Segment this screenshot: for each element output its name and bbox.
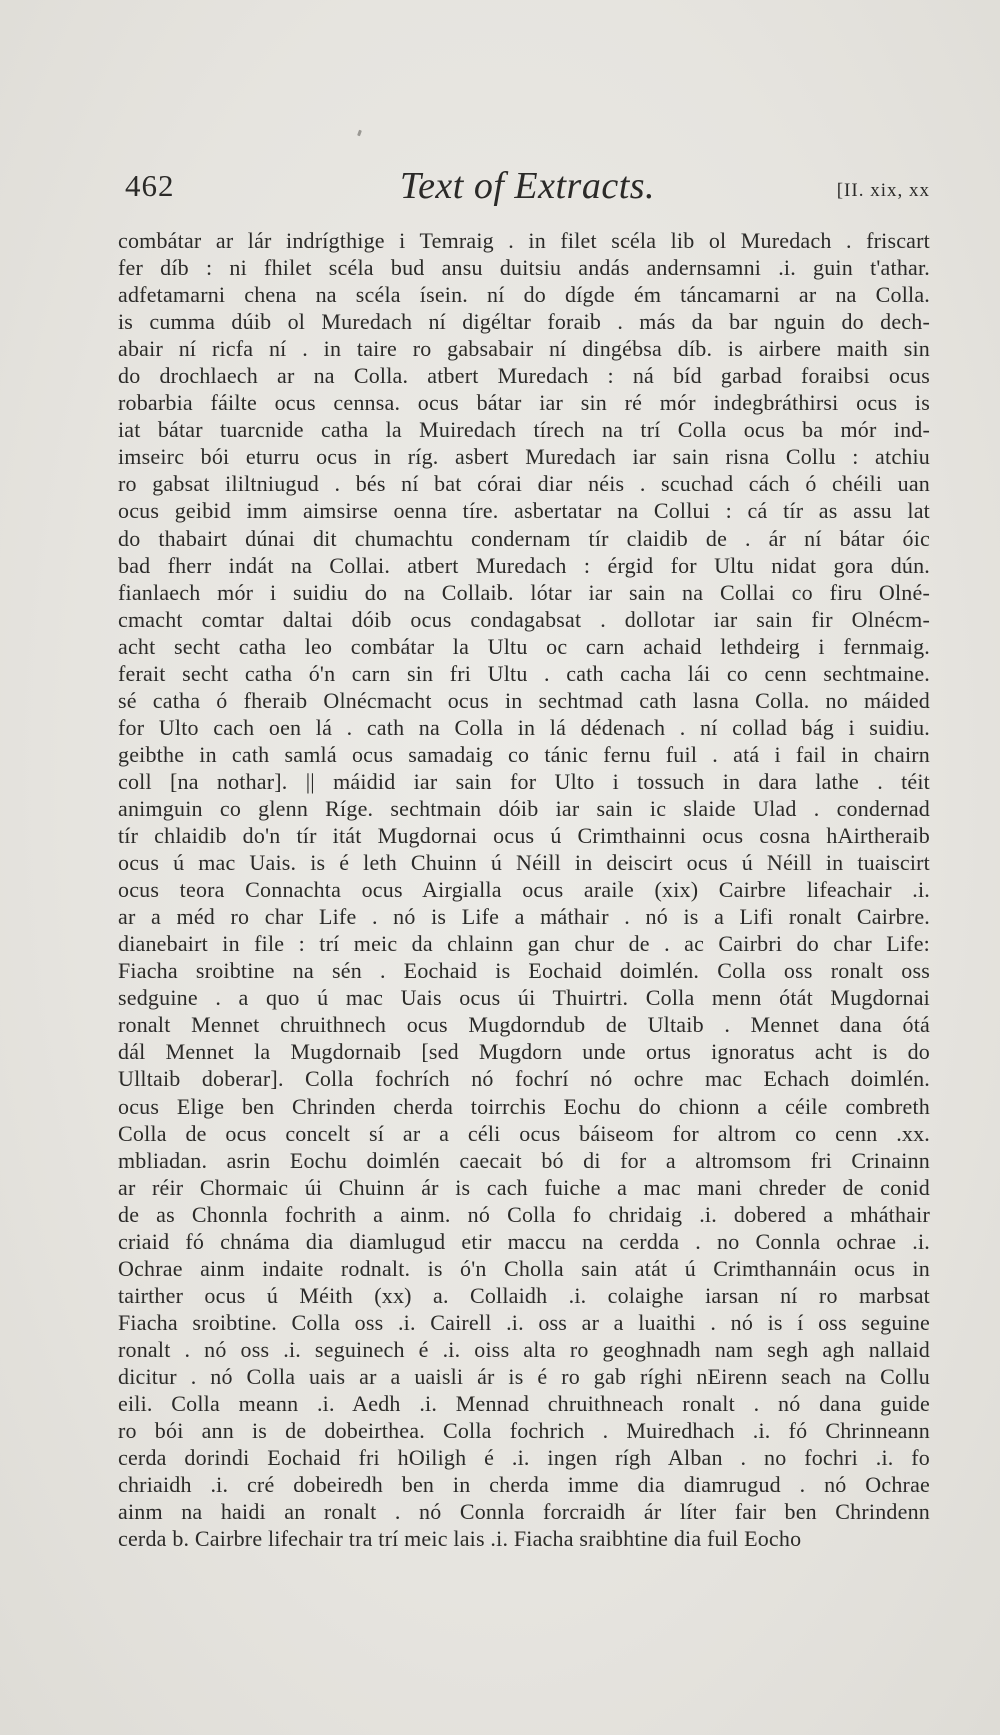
text-line: tairther ocus ú Méith (xx) a. Collaidh .i. colaighe iarsan ní ro marbsat [118, 1282, 930, 1308]
text-line: ro bói ann is de dobeirthea. Colla fochrich . Muiredhach .i. fó Chrinneann [118, 1418, 930, 1444]
text-line: Ochrae ainm indaite rodnalt. is ó'n Cholla sain atát ú Crimthannáin ocus in [118, 1255, 930, 1281]
text-line: Fiacha sroibtine. Colla oss .i. Cairell .i. oss ar a luaithi . nó is í oss seguine [118, 1309, 930, 1335]
ink-speck [357, 130, 362, 137]
text-line: dianebairt in file : trí meic da chlainn gan chur de . ac Cairbri do char Life: [118, 931, 930, 957]
text-line: dál Mennet la Mugdornaib [sed Mugdorn unde ortus ignoratus acht is do [118, 1039, 930, 1065]
text-line: fer díb : ni fhilet scéla bud ansu duitsiu andás andernsamni .i. guin t'athar. [118, 255, 930, 281]
text-line: ocus ú mac Uais. is é leth Chuinn ú Néill in deiscirt ocus ú Néill in tuaiscirt [118, 850, 930, 876]
running-title: Text of Extracts. [399, 165, 656, 207]
text-line: mbliadan. asrin Eochu doimlén caecait bó di for a altromsom fri Crinainn [118, 1147, 930, 1173]
text-line: ar réir Chormaic úi Chuinn ár is cach fuiche a mac mani chreder de conid [118, 1174, 930, 1200]
text-line: robarbia fáilte ocus cennsa. ocus bátar iar sin ré mór indegbráthirsi ocus is [118, 390, 930, 416]
text-line: imseirc bói eturru ocus in ríg. asbert Muredach iar sain risna Collu : atchiu [118, 444, 930, 470]
text-line: combátar ar lár indrígthige i Temraig . in filet scéla lib ol Muredach . friscart [118, 228, 930, 253]
text-line: adfetamarni chena na scéla ísein. ní do dígde ém táncamarni ar na Colla. [118, 282, 930, 308]
text-line: for Ulto cach oen lá . cath na Colla in lá dédenach . ní collad bág i suidiu. [118, 714, 930, 740]
text-line: cerda b. Cairbre lifechair tra trí meic lais .i. Fiacha sraibhtine dia fuil Eocho [118, 1526, 802, 1552]
text-line: acht secht catha leo combátar la Ultu oc carn achaid lethdeirg i fernmaig. [118, 633, 930, 659]
text-line: tír chlaidib do'n tír itát Mugdornai ocus ú Crimthainni ocus cosna hAirtheraib [118, 823, 930, 849]
text-line: do drochlaech ar na Colla. atbert Muredach : ná bíd garbad foraibsi ocus [118, 363, 930, 389]
text-line: ainm na haidi an ronalt . nó Connla forcraidh ár líter fair ben Chrindenn [118, 1499, 930, 1525]
text-line: Fiacha sroibtine na sén . Eochaid is Eochaid doimlén. Colla oss ronalt oss [118, 958, 930, 984]
text-line: sé catha ó fheraib Olnécmacht ocus in sechtmad cath lasna Colla. no máided [118, 687, 930, 713]
text-line: cmacht comtar daltai dóib ocus condagabsat . dollotar iar sain fir Olnécm- [118, 606, 930, 632]
text-line: do thabairt dúnai dit chumachtu condernam tír claidib de . ár ní bátar óic [118, 525, 930, 551]
text-line: ocus Elige ben Chrinden cherda toirrchis Eochu do chionn a céile combreth [118, 1093, 930, 1119]
text-line: Ulltaib doberar]. Colla fochrích nó fochrí nó ochre mac Echach doimlén. [118, 1066, 930, 1092]
page-header [125, 160, 930, 210]
text-line: animguin co glenn Ríge. sechtmain dóib iar sain ic slaide Ulad . condernad [118, 795, 930, 821]
text-line: coll [na nothar]. || máidid iar sain for Ulto i tossuch in dara lathe . téit [118, 768, 930, 794]
text-line: ar a méd ro char Life . nó is Life a máthair . nó is a Lifi ronalt Cairbre. [118, 904, 930, 930]
text-line: cerda dorindi Eochaid fri hOiligh é .i. ingen rígh Alban . no fochri .i. fo [118, 1445, 930, 1471]
text-line: criaid fó chnáma dia diamlugud etir maccu na cerdda . no Connla ochrae .i. [118, 1228, 930, 1254]
text-line: de as Chonnla fochrith a ainm. nó Colla fo chridaig .i. dobered a mháthair [118, 1201, 930, 1227]
text-line: ro gabsat ililtniugud . bés ní bat córai diar néis . scuchad cách ó chéili uan [118, 471, 930, 497]
body-text [118, 227, 930, 1552]
text-line: chriaidh .i. cré dobeiredh ben in cherda imme dia diamrugud . nó Ochrae [118, 1472, 930, 1498]
text-line: ocus teora Connachta ocus Airgialla ocus araile (xix) Cairbre lifeachair .i. [118, 877, 930, 903]
text-line: ferait secht catha ó'n carn sin fri Ultu . cath cacha lái co cenn sechtmaine. [118, 660, 930, 686]
text-line: eili. Colla meann .i. Aedh .i. Mennad chruithneach ronalt . nó dana guide [118, 1391, 930, 1417]
text-line: ocus geibid imm aimsirse oenna tíre. asbertatar na Collui : cá tír as assu lat [118, 498, 930, 524]
text-line: geibthe in cath samlá ocus samadaig co tánic fernu fuil . atá i fail in chairn [118, 741, 930, 767]
text-line: Colla de ocus concelt sí ar a céli ocus báiseom for altrom co cenn .xx. [118, 1120, 930, 1146]
text-line: is cumma dúib ol Muredach ní digéltar foraib . más da bar nguin do dech- [118, 309, 930, 335]
text-line: iat bátar tuarcnide catha la Muiredach tírech na trí Colla ocus ba mór ind- [118, 417, 930, 443]
section-reference: [II. xix, xx [836, 180, 930, 201]
text-line: bad fherr indát na Collai. atbert Muredach : érgid for Ultu nidat gora dún. [118, 552, 930, 578]
page-number: 462 [125, 168, 175, 203]
text-line: dicitur . nó Colla uais ar a uaisli ár is é ro gab ríghi nEirenn seach na Collu [118, 1363, 930, 1389]
text-line: sedguine . a quo ú mac Uais ocus úi Thuirtri. Colla menn ótát Mugdornai [118, 985, 930, 1011]
text-line: ronalt Mennet chruithnech ocus Mugdorndub de Ultaib . Mennet dana ótá [118, 1012, 930, 1038]
text-line: ronalt . nó oss .i. seguinech é .i. oiss alta ro geoghnadh nam segh agh nallaid [118, 1336, 930, 1362]
text-line: abair ní ricfa ní . in taire ro gabsabair ní dingébsa díb. is airbere maith sin [118, 336, 930, 362]
text-line: fianlaech mór i suidiu do na Collaib. lótar iar sain na Collai co firu Olné- [118, 579, 930, 605]
